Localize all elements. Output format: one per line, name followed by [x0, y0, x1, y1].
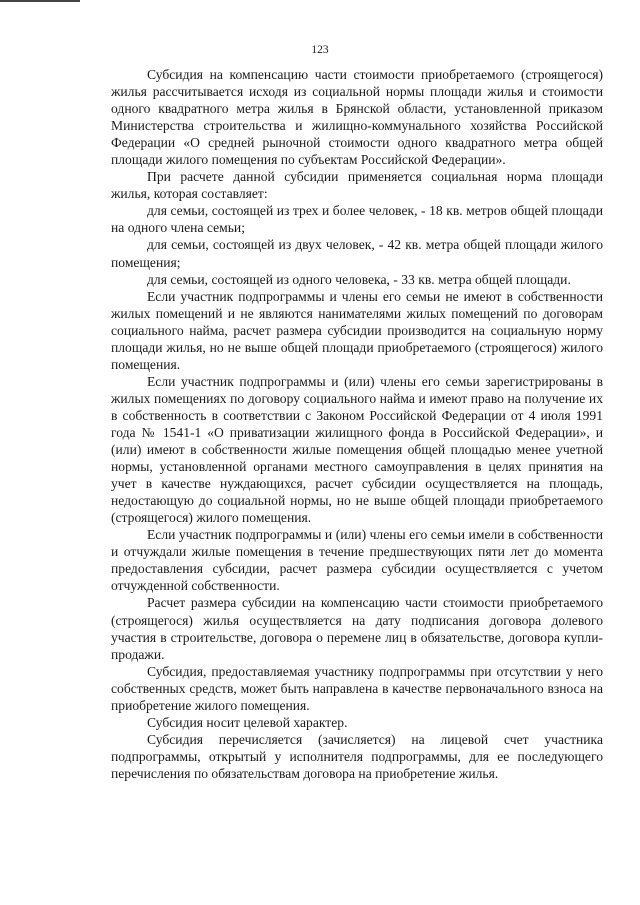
paragraph-alienated-property: Если участник подпрограммы и (или) члены его семьи имели в собственности и отчуждали жилые помещения в течение предшествующих пяти лет до момента предоставления субсидии, расчет размера субсидии осуществляется с учетом отчужденной собственности.	[111, 527, 603, 594]
paragraph-no-property: Если участник подпрограммы и члены его семьи не имеют в собственности жилых помещений и не являются нанимателями жилых помещений по договорам социального найма, расчет размера субсидии производится на социальную норму площади жилья, но не выше общей площади приобретаемого (строящегося) жилого помещения.	[111, 288, 603, 372]
paragraph-calculation-date: Расчет размера субсидии на компенсацию части стоимости приобретаемого (строящегося) жилья осуществляется на дату подписания договора долевого участия в строительстве, договора о перемене лиц в обязательстве, договора купли-продажи.	[111, 595, 603, 662]
paragraph-targeted-nature: Субсидия носит целевой характер.	[147, 714, 348, 730]
paragraph-social-norm-intro: При расчете данной субсидии применяется социальная норма площади жилья, которая составляет:	[111, 169, 603, 202]
paragraph-norm-two: для семьи, состоящей из двух человек, - 42 кв. метра общей площади жилого помещения;	[111, 237, 603, 270]
paragraph-subsidy-calculation: Субсидия на компенсацию части стоимости приобретаемого (строящегося) жилья рассчитывается исходя из социальной нормы площади жилья и стоимости одного квадратного метра жилья в Брянской области, установленной приказом Министерства строительства и жилищно-коммунального хозяйства Российской Федерации «О средней рыночной стоимости одного квадратного метра общей площади жилого помещения по субъектам Российской Федерации».	[111, 67, 603, 168]
paragraph-norm-three-plus: для семьи, состоящей из трех и более человек, - 18 кв. метров общей площади на одного члена семьи;	[111, 203, 603, 236]
top-rule	[0, 0, 80, 2]
paragraph-norm-one: для семьи, состоящей из одного человека, - 33 кв. метра общей площади.	[147, 271, 571, 287]
paragraph-social-lease: Если участник подпрограммы и (или) члены его семьи зарегистрированы в жилых помещениях по договору социального найма и имеют право на получение их в собственность в соответствии с Законом Российской Федерации от 4 июля 1991 года № 1541-1 «О приватизации жилищного фонда в Российской Федерации», и (или) имеют в собственности жилые помещения общей площадью менее учетной нормы, установленной органами местного самоуправления в целях принятия на учет в качестве нуждающихся, расчет субсидии осуществляется на площадь, недостающую до социальной нормы, но не выше общей площади приобретаемого (строящегося) жилого помещения.	[111, 373, 603, 526]
page-number: 123	[311, 44, 329, 56]
paragraph-transfer: Субсидия перечисляется (зачисляется) на лицевой счет участника подпрограммы, открытый у исполнителя подпрограммы, для ее последующего перечисления по обязательствам договора на приобретение жилья.	[111, 731, 603, 781]
document-body	[111, 66, 603, 782]
paragraph-down-payment: Субсидия, предоставляемая участнику подпрограммы при отсутствии у него собственных средств, может быть направлена в качестве первоначального взноса на приобретение жилого помещения.	[111, 663, 603, 713]
